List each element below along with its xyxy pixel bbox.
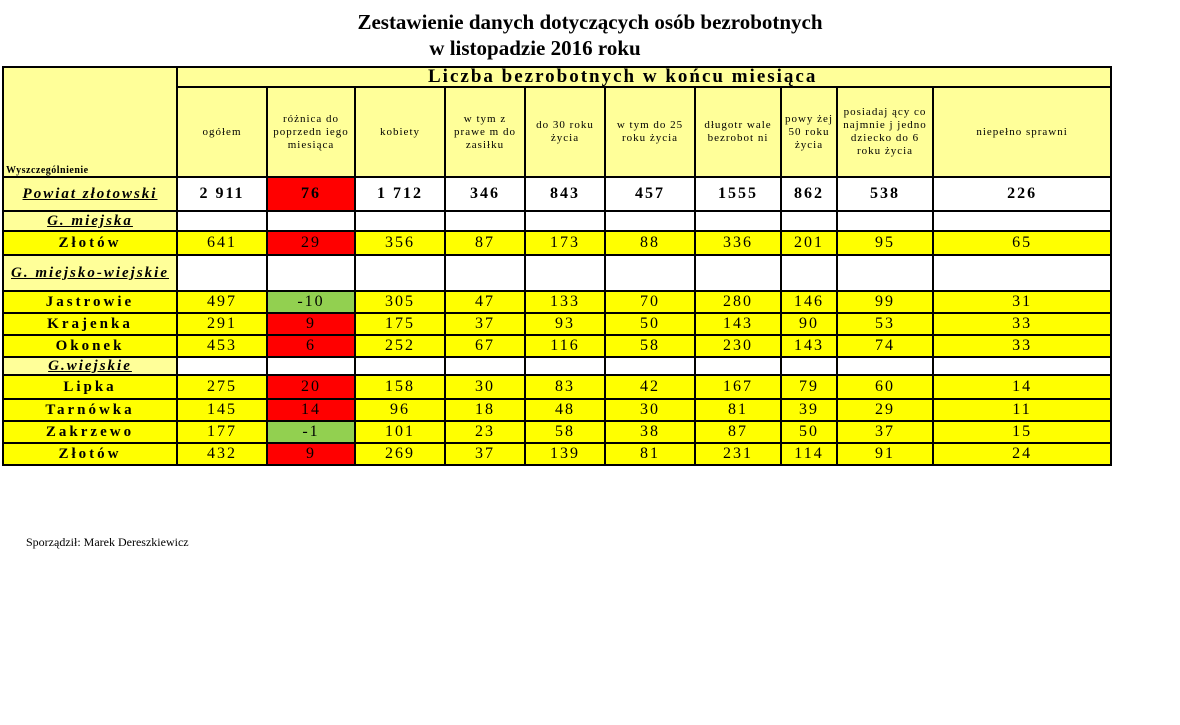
row-name: Złotów xyxy=(3,443,177,465)
column-header: w tym do 25 roku życia xyxy=(605,87,695,177)
table-cell: 38 xyxy=(605,421,695,443)
table-cell: 101 xyxy=(355,421,445,443)
table-cell: 291 xyxy=(177,313,267,335)
table-cell: 76 xyxy=(267,177,355,211)
table-row xyxy=(3,375,1111,399)
table-cell: 175 xyxy=(355,313,445,335)
table-cell xyxy=(355,357,445,375)
table-cell: 432 xyxy=(177,443,267,465)
table-row xyxy=(3,255,1111,291)
table-cell: 30 xyxy=(605,399,695,421)
table-cell: 158 xyxy=(355,375,445,399)
table-cell: 9 xyxy=(267,443,355,465)
table-cell: 23 xyxy=(445,421,525,443)
table-cell xyxy=(837,357,933,375)
table-row xyxy=(3,231,1111,255)
table-cell xyxy=(525,357,605,375)
table-cell: 305 xyxy=(355,291,445,313)
row-name: Powiat złotowski xyxy=(3,177,177,211)
footer-author: Sporządził: Marek Dereszkiewicz xyxy=(26,535,189,549)
table-cell: 843 xyxy=(525,177,605,211)
table-cell: 114 xyxy=(781,443,837,465)
table-cell: 37 xyxy=(445,313,525,335)
table-cell: 11 xyxy=(933,399,1111,421)
row-name: G.wiejskie xyxy=(3,357,177,375)
row-name: Jastrowie xyxy=(3,291,177,313)
row-name: Tarnówka xyxy=(3,399,177,421)
column-header: długotr wale bezrobot ni xyxy=(695,87,781,177)
table-cell: 1 712 xyxy=(355,177,445,211)
table-cell: 275 xyxy=(177,375,267,399)
table-cell: 9 xyxy=(267,313,355,335)
table-cell xyxy=(605,255,695,291)
table-cell: 79 xyxy=(781,375,837,399)
table-cell: 67 xyxy=(445,335,525,357)
table-row xyxy=(3,443,1111,465)
table-cell xyxy=(933,211,1111,231)
table-cell: 39 xyxy=(781,399,837,421)
table-cell: 37 xyxy=(445,443,525,465)
page-subtitle: w listopadzie 2016 roku xyxy=(429,36,641,60)
table-cell: 201 xyxy=(781,231,837,255)
table-cell xyxy=(605,211,695,231)
table-cell: -10 xyxy=(267,291,355,313)
table-cell xyxy=(781,255,837,291)
table-cell xyxy=(267,211,355,231)
table-cell: 33 xyxy=(933,335,1111,357)
table-cell xyxy=(605,357,695,375)
table-row xyxy=(3,399,1111,421)
table-cell: 47 xyxy=(445,291,525,313)
table-cell: 37 xyxy=(837,421,933,443)
table-cell: 31 xyxy=(933,291,1111,313)
column-header: różnica do poprzedn iego miesiąca xyxy=(267,87,355,177)
table-cell: 50 xyxy=(781,421,837,443)
table-cell: 60 xyxy=(837,375,933,399)
table-cell: 96 xyxy=(355,399,445,421)
table-cell: 145 xyxy=(177,399,267,421)
table-cell: -1 xyxy=(267,421,355,443)
table-cell: 14 xyxy=(933,375,1111,399)
table-cell: 538 xyxy=(837,177,933,211)
table-cell: 116 xyxy=(525,335,605,357)
table-cell: 88 xyxy=(605,231,695,255)
table-cell: 50 xyxy=(605,313,695,335)
table-cell xyxy=(837,211,933,231)
column-header: kobiety xyxy=(355,87,445,177)
row-name: Lipka xyxy=(3,375,177,399)
table-cell: 2 911 xyxy=(177,177,267,211)
unemployment-table xyxy=(2,66,1112,466)
row-name: Krajenka xyxy=(3,313,177,335)
table-cell xyxy=(837,255,933,291)
table-cell: 91 xyxy=(837,443,933,465)
table-cell: 74 xyxy=(837,335,933,357)
table-row xyxy=(3,313,1111,335)
table-row xyxy=(3,177,1111,211)
table-cell: 453 xyxy=(177,335,267,357)
table-cell: 133 xyxy=(525,291,605,313)
table-cell: 33 xyxy=(933,313,1111,335)
row-name: G. miejsko-wiejskie xyxy=(3,255,177,291)
table-cell: 230 xyxy=(695,335,781,357)
table-cell: 641 xyxy=(177,231,267,255)
table-cell: 336 xyxy=(695,231,781,255)
row-name: Złotów xyxy=(3,231,177,255)
table-cell xyxy=(177,255,267,291)
table-cell: 14 xyxy=(267,399,355,421)
table-cell: 269 xyxy=(355,443,445,465)
table-cell: 356 xyxy=(355,231,445,255)
table-cell: 15 xyxy=(933,421,1111,443)
table-cell: 58 xyxy=(605,335,695,357)
row-name: G. miejska xyxy=(3,211,177,231)
table-cell: 81 xyxy=(695,399,781,421)
row-name: Okonek xyxy=(3,335,177,357)
table-cell: 167 xyxy=(695,375,781,399)
table-cell xyxy=(445,357,525,375)
table-cell: 252 xyxy=(355,335,445,357)
column-header: do 30 roku życia xyxy=(525,87,605,177)
table-cell: 83 xyxy=(525,375,605,399)
table-cell: 93 xyxy=(525,313,605,335)
table-cell xyxy=(933,255,1111,291)
row-header-label: Wyszczególnienie xyxy=(3,67,177,177)
table-cell: 177 xyxy=(177,421,267,443)
table-cell: 143 xyxy=(695,313,781,335)
table-cell: 280 xyxy=(695,291,781,313)
table-cell xyxy=(781,211,837,231)
table-cell: 143 xyxy=(781,335,837,357)
table-cell: 95 xyxy=(837,231,933,255)
table-row xyxy=(3,421,1111,443)
table-cell: 497 xyxy=(177,291,267,313)
table-cell: 90 xyxy=(781,313,837,335)
table-cell xyxy=(177,357,267,375)
table-cell: 99 xyxy=(837,291,933,313)
table-cell: 87 xyxy=(695,421,781,443)
table-cell: 20 xyxy=(267,375,355,399)
table-cell: 18 xyxy=(445,399,525,421)
column-header: posiadaj ący co najmnie j jedno dziecko do 6 roku życia xyxy=(837,87,933,177)
table-cell: 48 xyxy=(525,399,605,421)
table-cell: 30 xyxy=(445,375,525,399)
table-cell: 29 xyxy=(837,399,933,421)
column-header: niepełno sprawni xyxy=(933,87,1111,177)
table-cell: 6 xyxy=(267,335,355,357)
table-cell: 53 xyxy=(837,313,933,335)
group-header: Liczba bezrobotnych w końcu miesiąca xyxy=(177,67,1111,87)
table-cell: 42 xyxy=(605,375,695,399)
table-cell xyxy=(445,211,525,231)
table-cell: 58 xyxy=(525,421,605,443)
table-cell: 81 xyxy=(605,443,695,465)
table-cell xyxy=(267,255,355,291)
table-cell xyxy=(695,255,781,291)
row-name: Zakrzewo xyxy=(3,421,177,443)
table-cell: 1555 xyxy=(695,177,781,211)
column-header: ogółem xyxy=(177,87,267,177)
table-cell xyxy=(695,211,781,231)
table-cell: 87 xyxy=(445,231,525,255)
table-cell xyxy=(933,357,1111,375)
column-header: w tym z prawe m do zasiłku xyxy=(445,87,525,177)
table-row xyxy=(3,335,1111,357)
table-cell xyxy=(445,255,525,291)
table-cell: 146 xyxy=(781,291,837,313)
table-cell: 226 xyxy=(933,177,1111,211)
table-cell xyxy=(355,211,445,231)
table-row xyxy=(3,291,1111,313)
table-cell: 231 xyxy=(695,443,781,465)
page-title: Zestawienie danych dotyczących osób bezrobotnych xyxy=(357,10,823,34)
table-cell: 65 xyxy=(933,231,1111,255)
table-cell xyxy=(525,255,605,291)
table-row xyxy=(3,211,1111,231)
table-cell: 139 xyxy=(525,443,605,465)
table-row xyxy=(3,357,1111,375)
table-cell xyxy=(695,357,781,375)
table-cell xyxy=(267,357,355,375)
table-cell: 346 xyxy=(445,177,525,211)
table-cell: 173 xyxy=(525,231,605,255)
table-cell: 70 xyxy=(605,291,695,313)
table-cell: 862 xyxy=(781,177,837,211)
table-cell xyxy=(177,211,267,231)
column-header: powy żej 50 roku życia xyxy=(781,87,837,177)
table-cell: 457 xyxy=(605,177,695,211)
table-cell xyxy=(781,357,837,375)
table-cell xyxy=(355,255,445,291)
table-cell xyxy=(525,211,605,231)
table-cell: 24 xyxy=(933,443,1111,465)
table-cell: 29 xyxy=(267,231,355,255)
